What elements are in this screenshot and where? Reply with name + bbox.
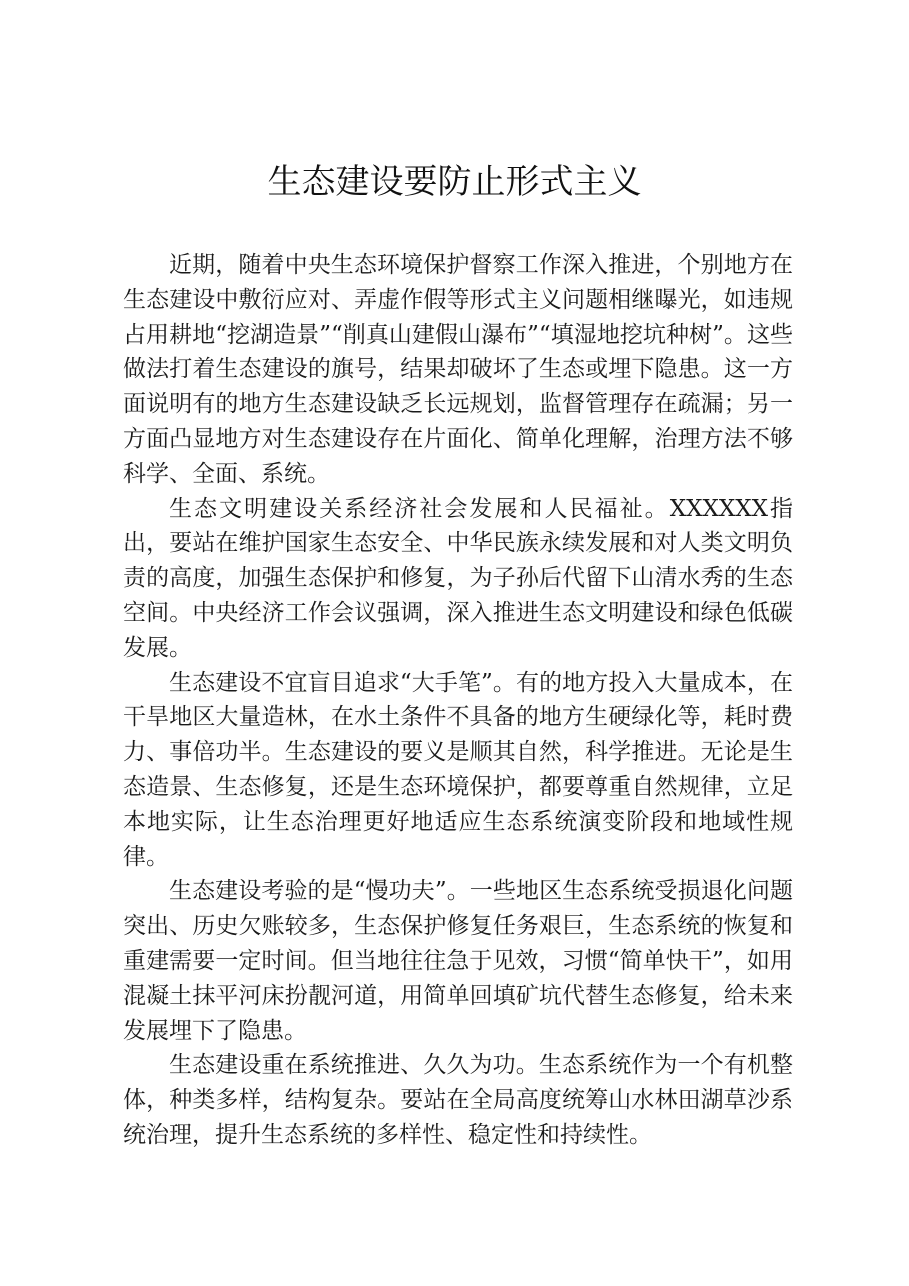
paragraph: 近期，随着中央生态环境保护督察工作深入推进，个别地方在生态建设中敷衍应对、弄虚作假等形式主义问题相继曝光，如违规占用耕地“挖湖造景”“削真山建假山瀑布”“填湿地挖坑种树”。这些做法打着生态建设的旗号，结果却破坏了生态或埋下隐患。这一方面说明有的地方生态建设缺乏长远规划，监督管理存在疏漏；另一方面凸显地方对生态建设存在片面化、简单化理解，治理方法不够科学、全面、系统。	[123, 252, 793, 487]
document-body	[123, 248, 793, 1153]
paragraph: 生态建设不宜盲目追求“大手笔”。有的地方投入大量成本，在干旱地区大量造林，在水土条件不具备的地方生硬绿化等，耗时费力、事倍功半。生态建设的要义是顺其自然，科学推进。无论是生态造景、生态修复，还是生态环境保护，都要尊重自然规律，立足本地实际，让生态治理更好地适应生态系统演变阶段和地域性规律。	[123, 669, 793, 870]
paragraph: 生态建设考验的是“慢功夫”。一些地区生态系统受损退化问题突出、历史欠账较多，生态保护修复任务艰巨，生态系统的恢复和重建需要一定时间。但当地往往急于见效，习惯“简单快干”，如用混凝土抹平河床扮靓河道，用简单回填矿坑代替生态修复，给未来发展埋下了隐患。	[123, 878, 793, 1044]
paragraph: 生态建设重在系统推进、久久为功。生态系统作为一个有机整体，种类多样，结构复杂。要站在全局高度统筹山水林田湖草沙系统治理，提升生态系统的多样性、稳定性和持续性。	[123, 1052, 793, 1148]
paragraph: 生态文明建设关系经济社会发展和人民福祉。XXXXXX指出，要站在维护国家生态安全、中华民族永续发展和对人类文明负责的高度，加强生态保护和修复，为子孙后代留下山清水秀的生态空间。中央经济工作会议强调，深入推进生态文明建设和绿色低碳发展。	[123, 495, 793, 661]
document-title: 生态建设要防止形式主义	[267, 162, 642, 202]
